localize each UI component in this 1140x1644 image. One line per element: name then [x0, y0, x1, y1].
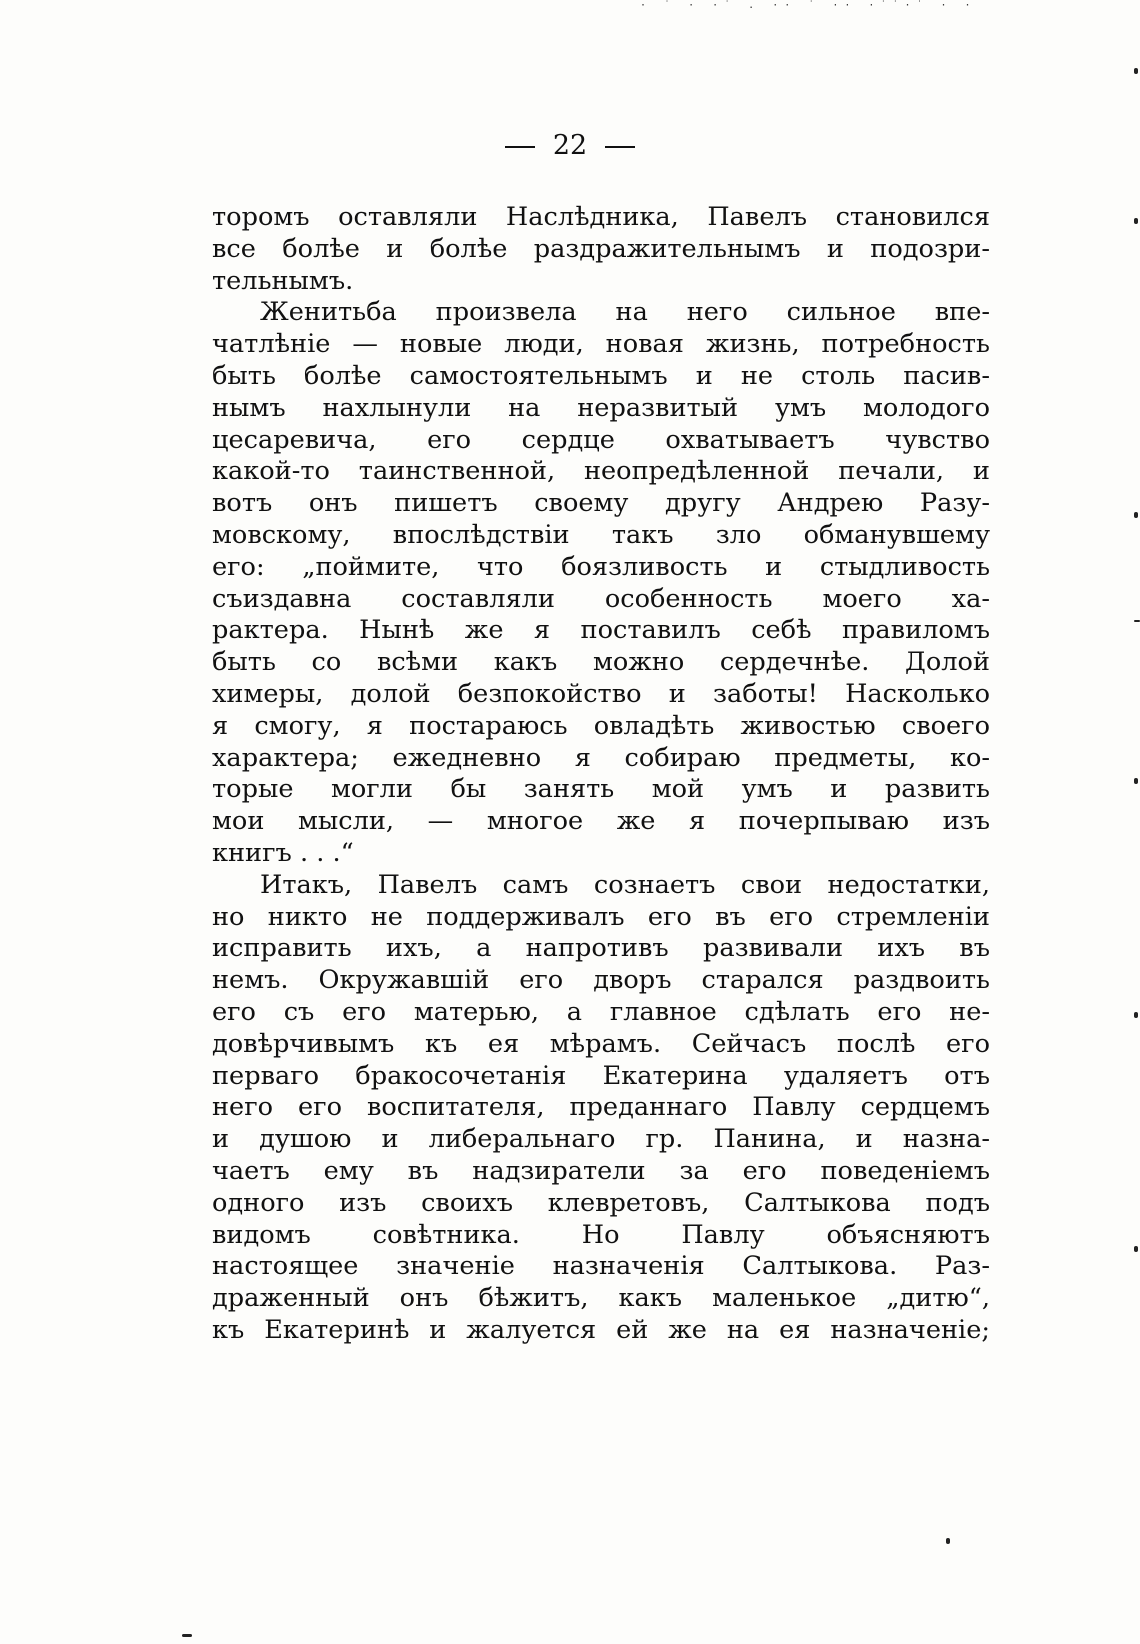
text-line: книгъ . . .“ — [212, 837, 354, 868]
text-line: но никто не поддерживалъ его въ его стремленіи — [212, 901, 990, 932]
paragraph-first-line: Женитьба произвела на него сильное впе- — [260, 297, 990, 328]
scan-speck — [1134, 1012, 1138, 1018]
text-line: и душою и либеральнаго гр. Панина, и назна- — [212, 1124, 990, 1155]
body-text — [212, 202, 990, 1347]
page-header — [0, 130, 1140, 161]
text-line: вотъ онъ пишетъ своему другу Андрею Разу- — [212, 488, 990, 519]
scan-speck — [1134, 218, 1138, 224]
scan-artifact: · ˙ · ·˙ . ·· ˙ ·· ·˙˙·˙ · · — [640, 0, 977, 10]
scan-speck — [1134, 512, 1138, 518]
header-dash-right — [605, 146, 635, 148]
text-line: какой-то таинственной, неопредѣленной печали, и — [212, 456, 990, 487]
text-line: рактера. Нынѣ же я поставилъ себѣ правиломъ — [212, 615, 990, 646]
text-line: цесаревича, его сердце охватываетъ чувство — [212, 424, 990, 455]
text-line: его: „поймите, что боязливость и стыдливость — [212, 551, 990, 582]
text-line: торые могли бы занять мой умъ и развить — [212, 774, 990, 805]
header-dash-left — [505, 146, 535, 148]
text-line: одного изъ своихъ клевретовъ, Салтыкова подъ — [212, 1187, 990, 1218]
text-line: я смогу, я постараюсь овладѣть живостью своего — [212, 710, 990, 741]
scan-speck — [946, 1538, 950, 1544]
text-line: характера; ежедневно я собираю предметы, ко- — [212, 742, 990, 773]
scan-speck — [1134, 1246, 1138, 1252]
scan-speck — [1134, 620, 1140, 622]
text-line: довѣрчивымъ къ ея мѣрамъ. Сейчасъ послѣ его — [212, 1028, 990, 1059]
text-line: мовскому, впослѣдствіи такъ зло обманувшему — [212, 519, 990, 550]
text-line: мои мысли, — многое же я почерпываю изъ — [212, 806, 990, 837]
scan-speck — [1134, 68, 1138, 74]
text-line: чатлѣніе — новые люди, новая жизнь, потребность — [212, 329, 990, 360]
text-line: къ Екатеринѣ и жалуется ей же на ея назначеніе; — [212, 1314, 990, 1345]
text-line: настоящее значеніе назначенія Салтыкова. Раз- — [212, 1251, 990, 1282]
scan-speck — [1134, 778, 1138, 784]
text-line: быть болѣе самостоятельнымъ и не столь пасив- — [212, 360, 990, 391]
text-line: торомъ оставляли Наслѣдника, Павелъ становился — [212, 202, 990, 232]
text-line: перваго бракосочетанія Екатерина удаляетъ отъ — [212, 1060, 990, 1091]
text-line: него его воспитателя, преданнаго Павлу сердцемъ — [212, 1092, 990, 1123]
text-line: нымъ нахлынули на неразвитый умъ молодого — [212, 392, 990, 423]
text-line: видомъ совѣтника. Но Павлу объясняютъ — [212, 1219, 990, 1250]
text-line: химеры, долой безпокойство и заботы! Насколько — [212, 678, 990, 709]
text-line: драженный онъ бѣжитъ, какъ маленькое „дитю“, — [212, 1283, 990, 1314]
text-line: все болѣе и болѣе раздражительнымъ и подозри- — [212, 233, 990, 264]
scan-speck — [182, 1634, 192, 1637]
text-line: исправить ихъ, а напротивъ развивали ихъ въ — [212, 933, 990, 964]
text-line: его съ его матерью, а главное сдѣлать его не- — [212, 996, 990, 1027]
paragraph-first-line: Итакъ, Павелъ самъ сознаетъ свои недостатки, — [260, 869, 990, 900]
text-line: чаетъ ему въ надзиратели за его поведеніемъ — [212, 1155, 990, 1186]
text-line: съиздавна составляли особенность моего ха- — [212, 583, 990, 614]
page-number: 22 — [552, 130, 588, 161]
text-line: тельнымъ. — [212, 265, 354, 296]
text-line: быть со всѣми какъ можно сердечнѣе. Долой — [212, 647, 990, 678]
text-line: немъ. Окружавшій его дворъ старался раздвоить — [212, 965, 990, 996]
